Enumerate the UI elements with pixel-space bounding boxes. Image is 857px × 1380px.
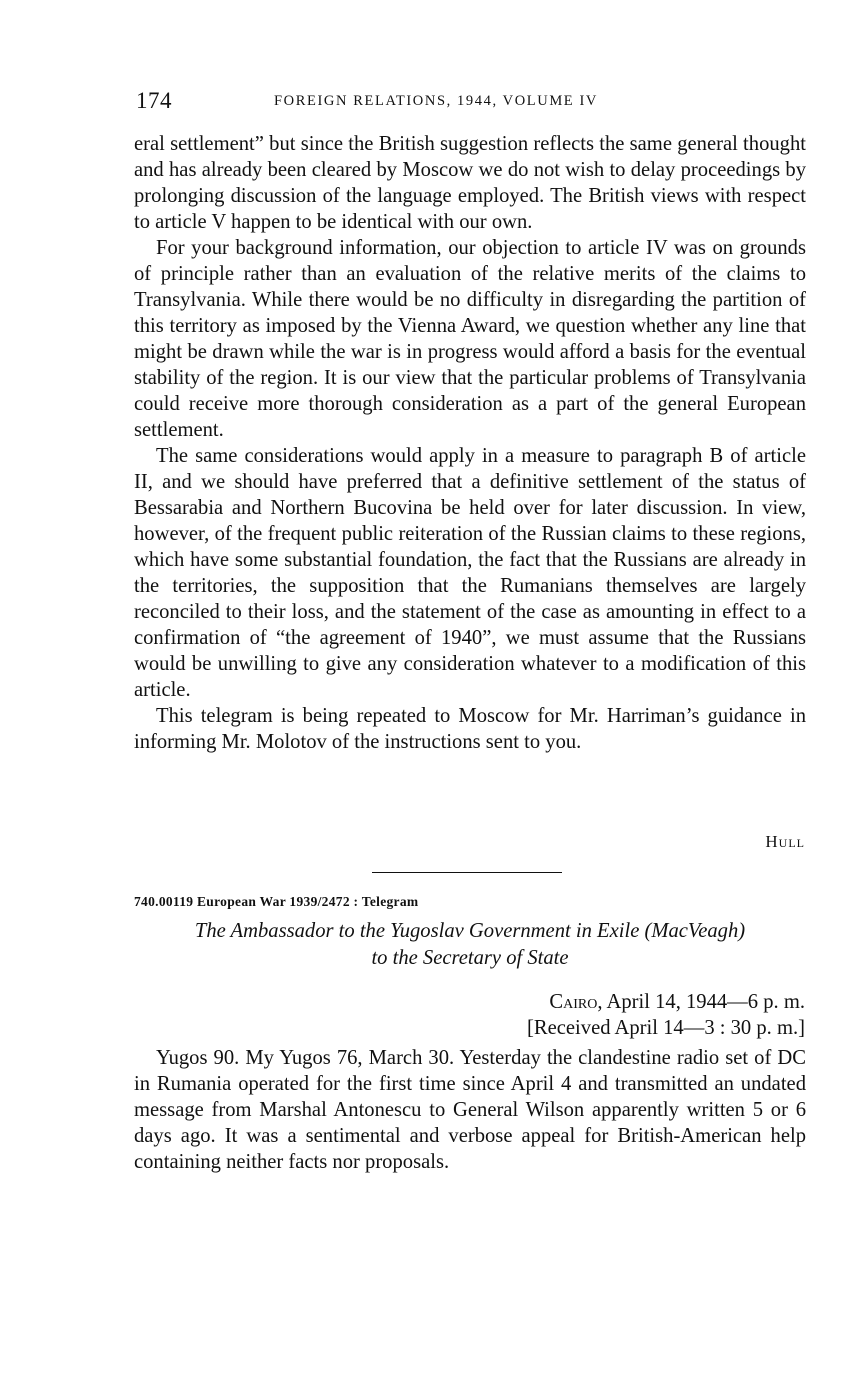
running-head: FOREIGN RELATIONS, 1944, VOLUME IV xyxy=(274,93,598,109)
document-title xyxy=(134,918,806,972)
file-reference: 740.00119 European War 1939/2472 : Telegram xyxy=(134,894,419,909)
dateline-sent xyxy=(527,989,805,1015)
signature: Hull xyxy=(765,832,805,851)
paragraph: Yugos 90. My Yugos 76, March 30. Yesterday the clandestine radio set of DC in Rumania operated for the first time since April 4 and transmitted an undated message from Marshal Antonescu to General Wilson apparently written 5 or 6 days ago. It was a sentimental and verbose appeal for British-American help containing neither facts nor proposals. xyxy=(134,1047,806,1173)
telegram-body xyxy=(134,1045,806,1175)
dateline-place: Cairo xyxy=(549,991,598,1013)
paragraph: For your background information, our objection to article IV was on grounds of principle rather than an evaluation of the relative merits of the claims to Transylvania. While there would be no difficulty in disregarding the partition of this territory as imposed by the Vienna Award, we question whether any line that might be drawn while the war is in progress would afford a basis for the eventual stability of the region. It is our view that the particular problems of Transylvania could receive more thorough consideration as a part of the general European settlement. xyxy=(134,237,806,441)
page-number: 174 xyxy=(136,88,172,113)
paragraph: eral settlement” but since the British suggestion reflects the same general thought and has already been cleared by Moscow we do not wish to delay proceedings by prolonging discussion of the language employed. The British views with respect to article V happen to be identical with our own. xyxy=(134,133,806,233)
paragraph: The same considerations would apply in a measure to paragraph B of article II, and we should have preferred that a definitive settlement of the status of Bessarabia and Northern Bucovina be held over for later discussion. In view, however, of the frequent public reiteration of the Russian claims to these regions, which have some substantial foundation, the fact that the Russians are already in the territories, the supposition that the Rumanians themselves are largely reconciled to their loss, and the statement of the case as amounting in effect to a confirmation of “the agreement of 1940”, we must assume that the Russians would be unwilling to give any consideration whatever to a modification of this article. xyxy=(134,445,806,701)
dateline-received: [Received April 14—3 : 30 p. m.] xyxy=(527,1017,805,1039)
section-divider xyxy=(372,872,562,873)
title-line: The Ambassador to the Yugoslav Government in Exile (MacVeagh) xyxy=(194,920,746,942)
title-line: to the Secretary of State xyxy=(371,947,569,969)
paragraph: This telegram is being repeated to Moscow for Mr. Harriman’s guidance in informing Mr. Molotov of the instructions sent to you. xyxy=(134,705,806,753)
dateline xyxy=(527,989,805,1041)
dateline-date: , April 14, 1944—6 p. m. xyxy=(597,991,805,1013)
telegram-continuation xyxy=(134,131,806,755)
